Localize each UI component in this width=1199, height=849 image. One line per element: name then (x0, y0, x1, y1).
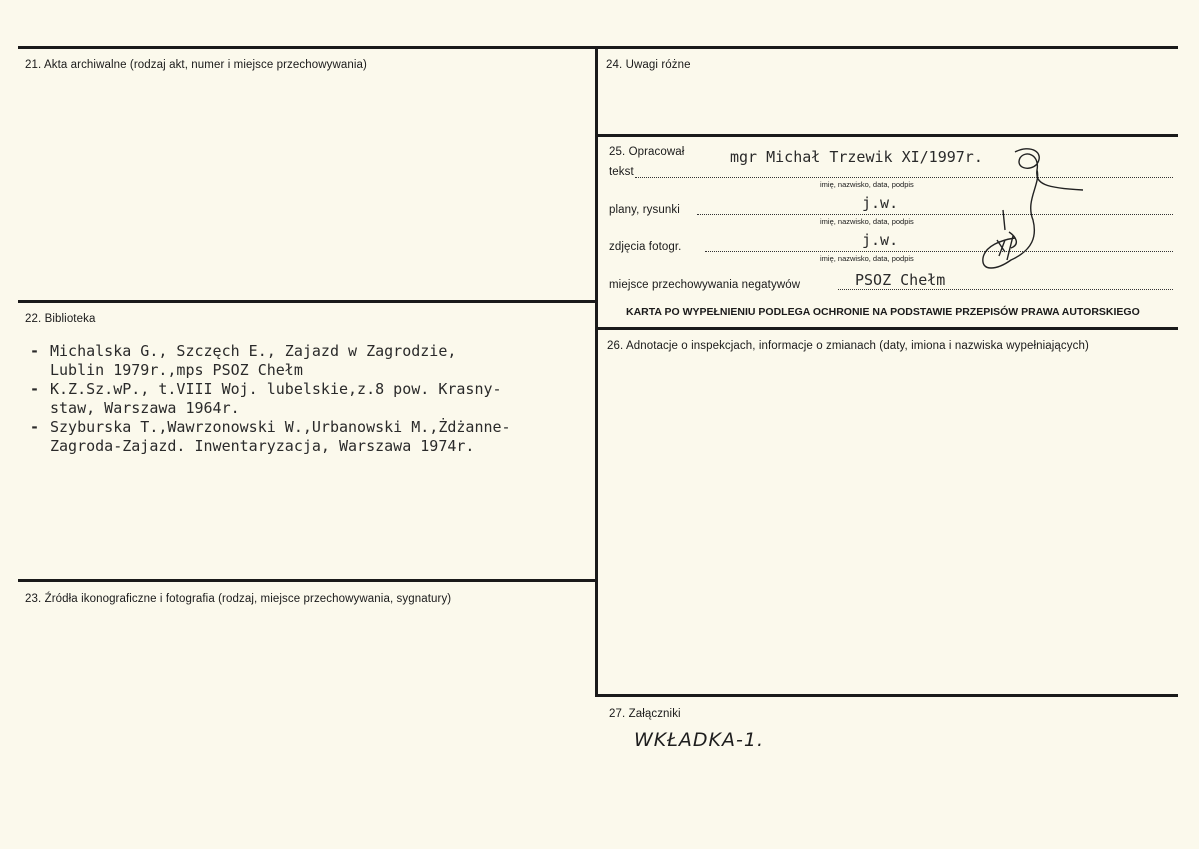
section-25-label: 25. Opracował (609, 146, 685, 158)
bibliography-line: Lublin 1979r.,mps PSOZ Chełm (50, 361, 303, 379)
bibliography-line: staw, Warszawa 1964r. (50, 399, 240, 417)
rule-25-26 (598, 327, 1178, 330)
list-item (30, 342, 511, 380)
plany-value: j.w. (862, 194, 899, 212)
zdjecia-value: j.w. (862, 231, 899, 249)
plany-label: plany, rysunki (609, 204, 680, 216)
copyright-notice: KARTA PO WYPEŁNIENIU PODLEGA OCHRONIE NA PODSTAWIE PRZEPISÓW PRAWA AUTORSKIEGO (626, 306, 1140, 318)
section-21-label: 21. Akta archiwalne (rodzaj akt, numer i miejsce przechowywania) (25, 59, 367, 71)
list-item (30, 380, 511, 418)
attachment-value: WKŁADKA-1. (634, 729, 764, 751)
rule-22-23 (18, 579, 598, 582)
rule-24-25 (598, 134, 1178, 137)
column-divider (595, 46, 598, 697)
bibliography-line: - K.Z.Sz.wP., t.VIII Woj. lubelskie,z.8 pow. Krasny- (50, 380, 502, 398)
plany-line (697, 214, 1173, 215)
rule-21-22 (18, 300, 598, 303)
section-23-label: 23. Źródła ikonograficzne i fotografia (rodzaj, miejsce przechowywania, sygnatury) (25, 593, 452, 605)
signature-icon (975, 140, 1095, 280)
bibliography-list (30, 342, 511, 456)
plany-caption: imię, nazwisko, data, podpis (820, 217, 914, 226)
zdjecia-line (705, 251, 1173, 252)
tekst-caption: imię, nazwisko, data, podpis (820, 180, 914, 189)
zdjecia-caption: imię, nazwisko, data, podpis (820, 254, 914, 263)
tekst-label: tekst (609, 166, 634, 178)
tekst-value: mgr Michał Trzewik XI/1997r. (730, 148, 983, 166)
negatywy-value: PSOZ Chełm (855, 271, 946, 289)
negatywy-line (838, 289, 1173, 290)
negatywy-label: miejsce przechowywania negatywów (609, 279, 801, 291)
bibliography-line: - Szyburska T.,Wawrzonowski W.,Urbanowski M.,Żdżanne- (50, 418, 511, 436)
list-item (30, 418, 511, 456)
bibliography-line: - Michalska G., Szczęch E., Zajazd w Zagrodzie, (50, 342, 457, 360)
section-22-label: 22. Biblioteka (25, 313, 96, 325)
top-rule (18, 46, 1178, 49)
section-24-label: 24. Uwagi różne (606, 59, 691, 71)
rule-26-27 (598, 694, 1178, 697)
section-27-label: 27. Załączniki (609, 708, 681, 720)
bibliography-line: Zagroda-Zajazd. Inwentaryzacja, Warszawa 1974r. (50, 437, 475, 455)
zdjecia-label: zdjęcia fotogr. (609, 241, 682, 253)
section-26-label: 26. Adnotacje o inspekcjach, informacje o zmianach (daty, imiona i nazwiska wypełniających) (607, 340, 1089, 352)
